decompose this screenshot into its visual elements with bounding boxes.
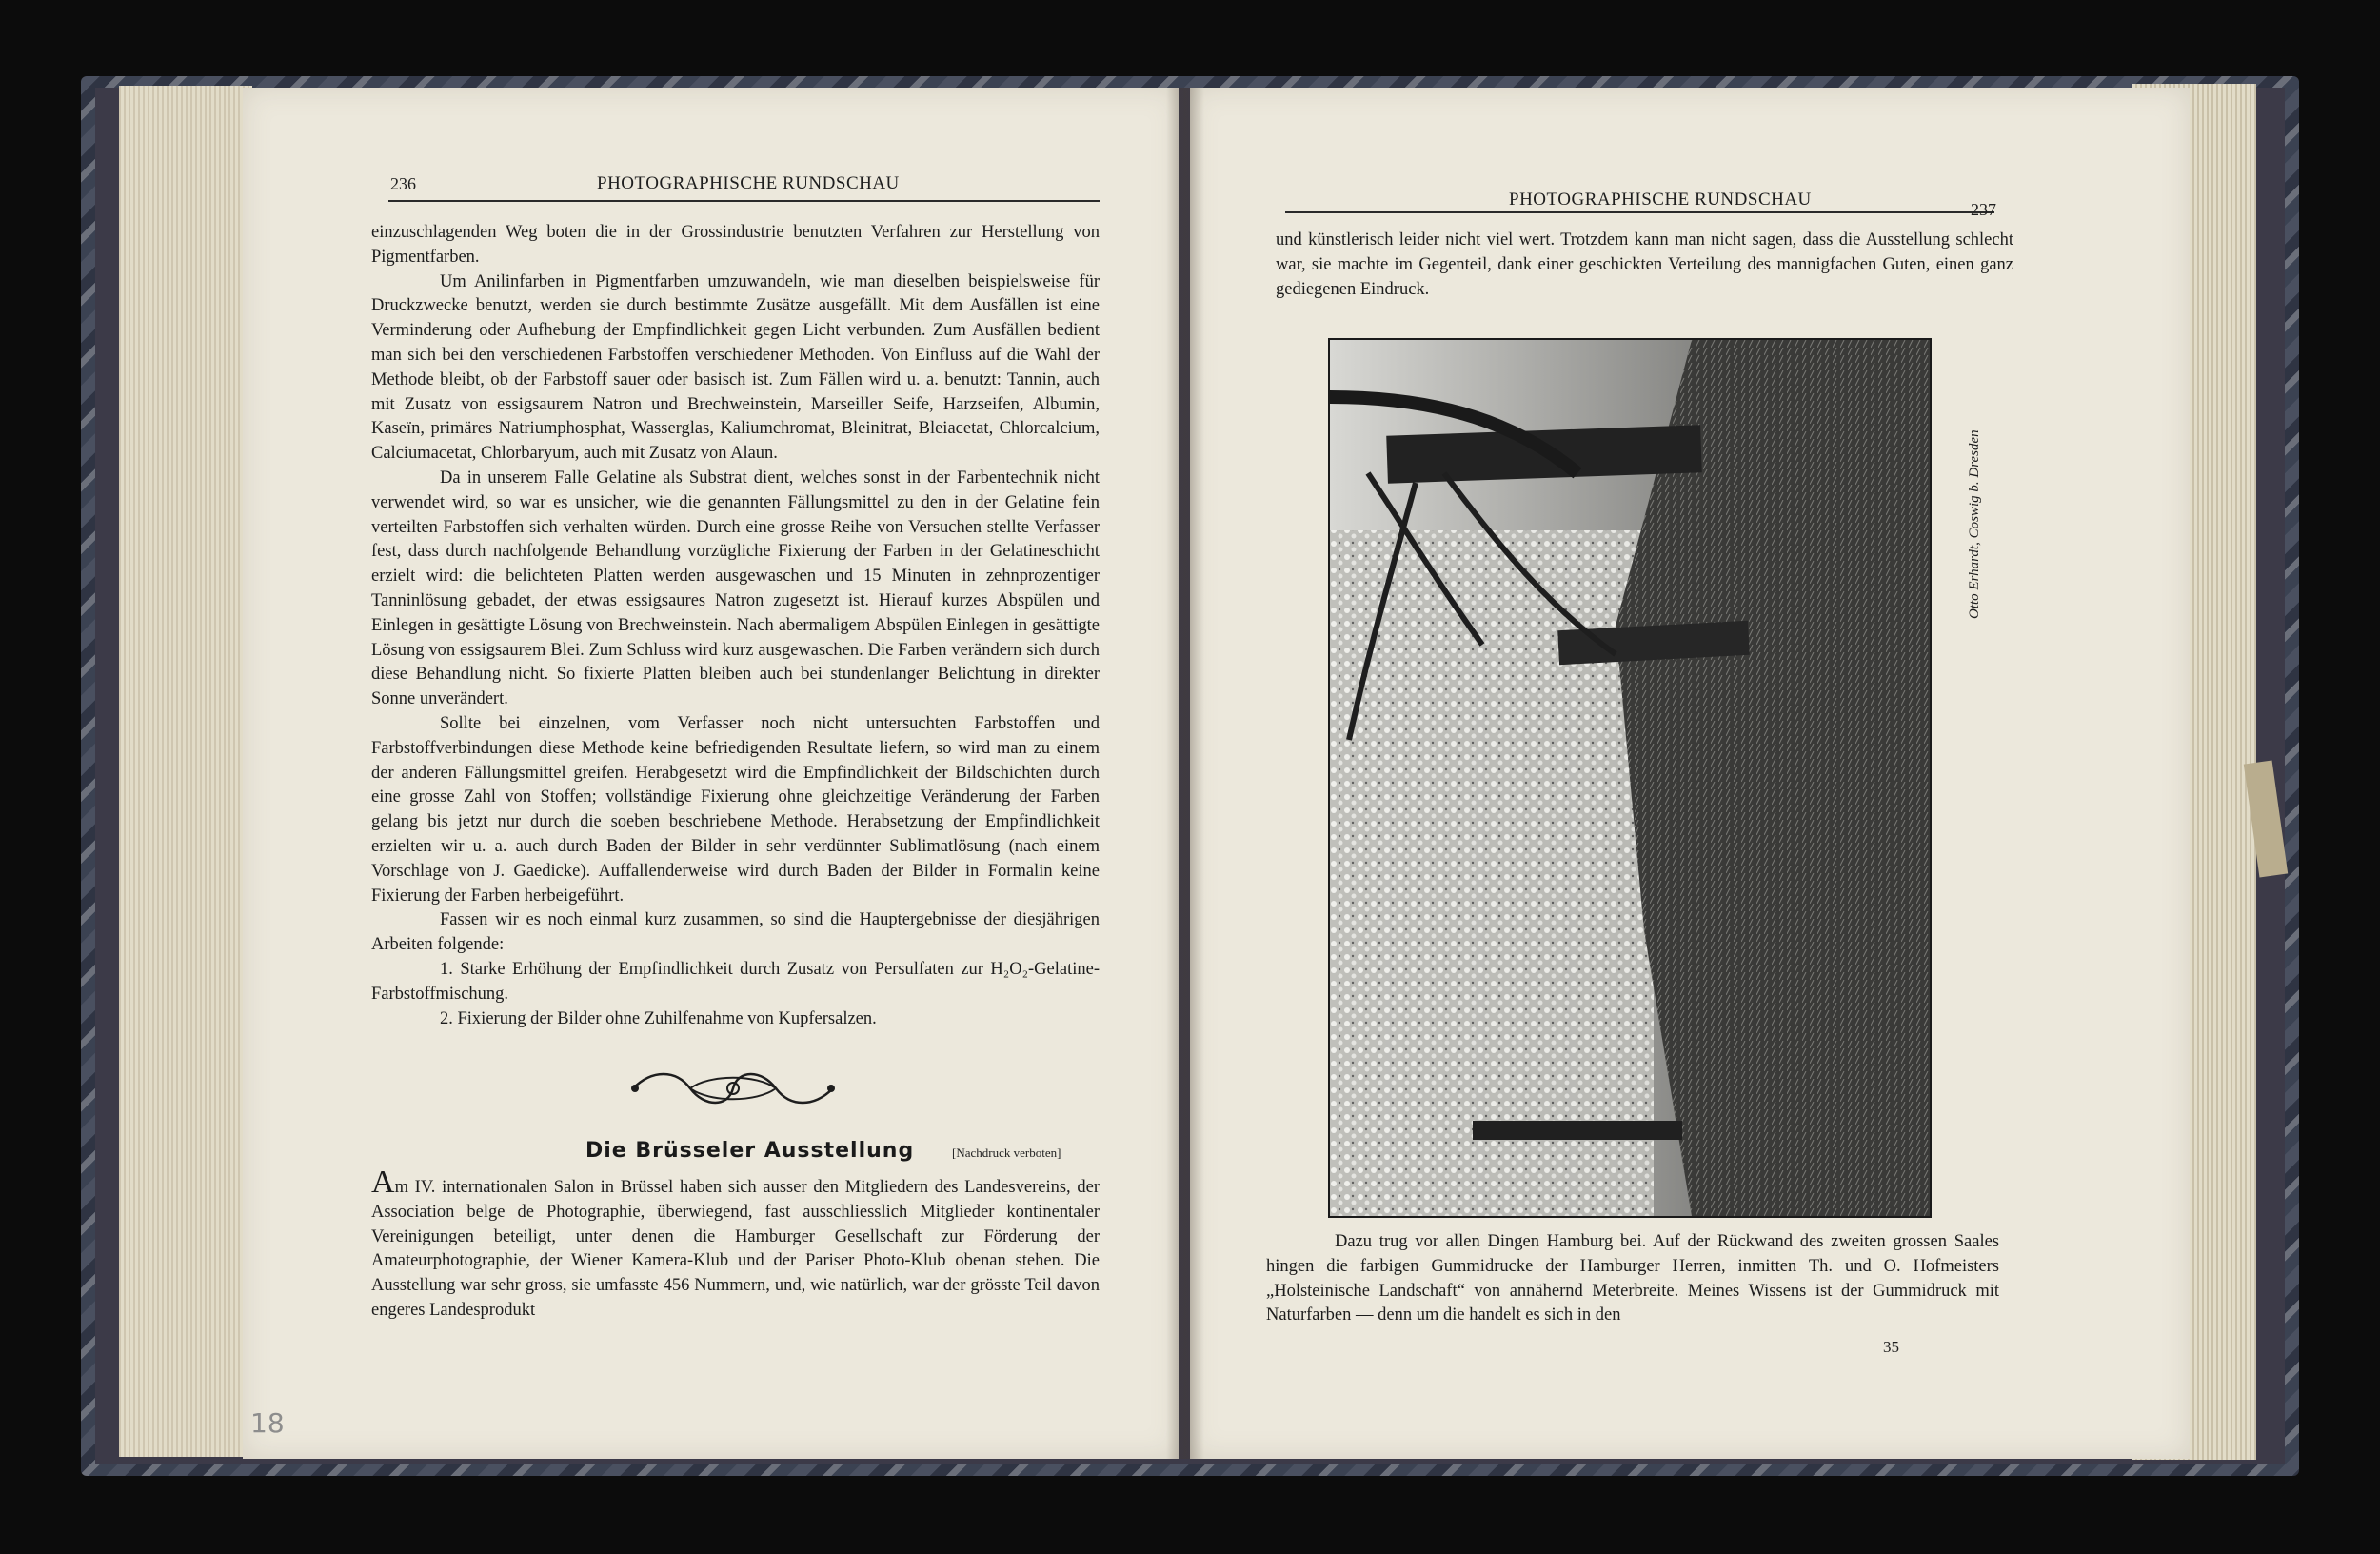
paragraph: Um Anilinfarben in Pigmentfarben umzuwandeln, wie man dieselben beispielsweise für Druckzwecke benutzt, werden sie durch bestimmte Zusätze ausgefällt. Mit dem Ausfällen ist eine Verminderung oder Aufhebung der Empfindlichkeit gegen Licht verbunden. Zum Ausfällen bedient man sich bei den verschiedenen Farbstoffen verschiedener Methoden. Von Einfluss auf die Wahl der Methode bleibt, ob der Farbstoff sauer oder basisch ist. Zum Fällen wird u. a. benutzt: Tannin, auch mit Zusatz von essigsaurem Natron und Brechweinstein, Marseiller Seife, Harzseifen, Albumin, Kaseïn, primäres Natriumphosphat, Wasserglas, Kaliumchromat, Bleinitrat, Bleiacetat, Chlorcalcium, Calciumacetat, Chlorbaryum, auch mit Zusatz von Alaun. bbox=[371, 271, 1100, 464]
signature-mark: 35 bbox=[1883, 1338, 1899, 1356]
photo-image bbox=[1330, 340, 1930, 1216]
left-header-rule bbox=[388, 200, 1100, 202]
article-title: Die Brüsseler Ausstellung bbox=[585, 1139, 915, 1163]
article-text bbox=[371, 1165, 1100, 1324]
paragraph: Da in unserem Falle Gelatine als Substrat dient, welches sonst in der Farbentechnik nicht verwendet wird, so war es unsicher, wie die genannten Fällungsmittel zu den in der Gelatine fein verteilten Farbstoffen sich verhalten würden. Durch eine grosse Reihe von Versuchen stellte Verfasser fest, dass durch nachfolgende Behandlung vorzügliche Fixierung der Farben in der Gelatineschicht erzielt wird: die belichteten Platten werden ausgewaschen und 15 Minuten in zehnprozentiger Tanninlösung gebadet, der etwas essigsaures Natron zugesetzt ist. Hierauf kurzes Abspülen und Einlegen in gesättigte Lösung von Brechweinstein. Nach abermaligem Abspülen Einlegen in gesättigte Lösung von essigsaurem Blei. Zum Schluss wird kurz ausgewaschen. Die Farben verändern sich durch diese Behandlung nicht. So fixierte Platten bleiben auch bei stundenlanger Belichtung in direkter Sonne unverändert. bbox=[371, 468, 1100, 709]
right-bottom-text bbox=[1266, 1230, 1999, 1328]
list-item: 2. Fixierung der Bilder ohne Zuhilfenahme von Kupfersalzen. bbox=[440, 1008, 877, 1028]
left-page-number: 236 bbox=[390, 174, 416, 193]
ornament-flourish bbox=[624, 1065, 843, 1112]
left-body-text bbox=[371, 221, 1100, 1031]
gutter-shadow bbox=[1166, 88, 1204, 1459]
paragraph: und künstlerisch leider nicht viel wert. Trotzdem kann man nicht sagen, dass die Ausstellung schlecht war, sie machte im Gegenteil, dank einer geschickten Verteilung des mannigfachen Guten, einen ganz gediegenen Eindruck. bbox=[1276, 230, 2013, 299]
right-header-rule bbox=[1285, 211, 1994, 213]
drop-cap: A bbox=[371, 1165, 395, 1200]
paragraph: Sollte bei einzelnen, vom Verfasser noch nicht untersuchten Farbstoffen und Farbstoffverbindungen diese Methode keine befriedigenden Resultate liefern, so wird man zu einem der anderen Fällungsmittel greifen. Herabgesetzt wird die Empfindlichkeit der Bildschichten durch eine grosse Zahl von Stoffen; vollständige Fixierung ohne gleichzeitige Veränderung der Farben gelang bis jetzt nur durch die soeben beschriebene Methode. Herabsetzung der Empfindlichkeit erzielten wir u. a. auch durch Baden der Bilder in sehr verdünnter Sublimatlösung (nach einem Vorschlage von J. Gaedicke). Auffallenderweise wird durch Baden der Bilder in Formalin keine Fixierung der Farben herbeigeführt. bbox=[371, 713, 1100, 906]
paragraph: Dazu trug vor allen Dingen Hamburg bei. Auf der Rückwand des zweiten grossen Saales hingen die farbigen Gummidrucke der Hamburger Herren, inmitten Th. und O. Hofmeisters „Holsteinische Landschaft“ von annähernd Meterbreite. Meines Wissens ist der Gummidruck mit Naturfarben — denn um die handelt es sich in den bbox=[1266, 1232, 1999, 1325]
right-running-head: PHOTOGRAPHISCHE RUNDSCHAU bbox=[1509, 189, 1812, 209]
list-item: 1. Starke Erhöhung der Empfindlichkeit durch Zusatz von Persulfaten zur H₂O₂-Gelatine-Farbstoffmischung. bbox=[371, 959, 1100, 1004]
right-page-number: 237 bbox=[1971, 200, 1996, 219]
copyright-notice: [Nachdruck verboten] bbox=[952, 1146, 1061, 1160]
right-top-text bbox=[1276, 229, 2013, 302]
left-running-head: PHOTOGRAPHISCHE RUNDSCHAU bbox=[597, 173, 900, 193]
pencil-mark: 18 bbox=[250, 1407, 285, 1439]
paragraph: einzuschlagenden Weg boten die in der Grossindustrie benutzten Verfahren zur Herstellung von Pigmentfarben. bbox=[371, 223, 1100, 267]
article-paragraph: m IV. internationalen Salon in Brüssel haben sich ausser den Mitgliedern des Landesvereins, der Association belge de Photographie, überwiegend, fast ausschliesslich Mitglieder kontinentaler Vereinigungen beteiligt, unter denen die Hamburger Gesellschaft zur Förderung der Amateurphotographie, der Wiener Kamera-Klub und der Pariser Photo-Klub obenan stehen. Die Ausstellung war sehr gross, sie umfasste 456 Nummern, und, wie natürlich, war der grösste Teil davon engeres Landesprodukt bbox=[371, 1178, 1100, 1320]
photo-caption-text: Otto Erhardt, Coswig b. Dresden bbox=[1967, 429, 1982, 619]
page-edges-left bbox=[119, 86, 252, 1457]
paragraph: Fassen wir es noch einmal kurz zusammen, so sind die Hauptergebnisse der diesjährigen Arbeiten folgende: bbox=[371, 910, 1100, 955]
landscape-photograph bbox=[1328, 338, 1932, 1218]
photo-caption bbox=[1942, 352, 1980, 619]
